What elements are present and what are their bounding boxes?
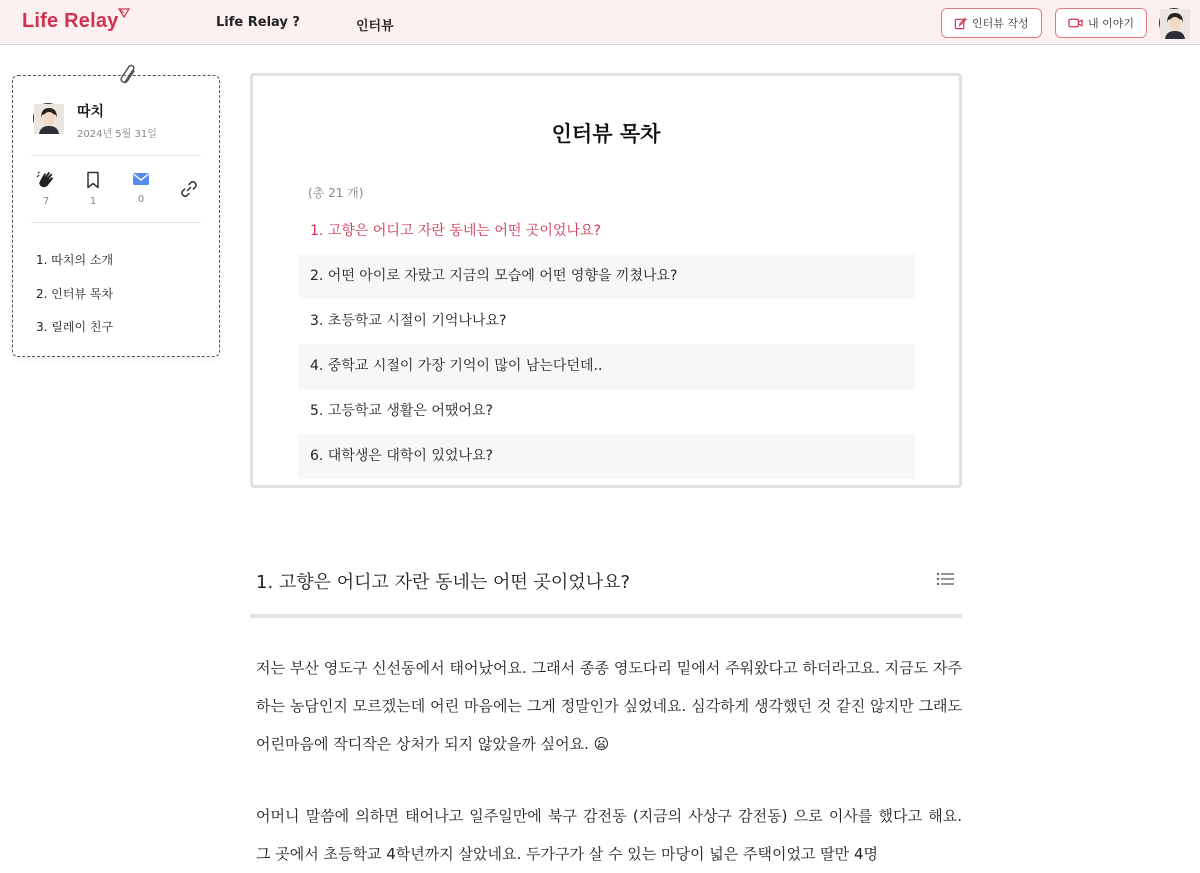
- clap-count: 7: [42, 196, 50, 207]
- toc-item[interactable]: 3. 초등학교 시절이 기억나나요?: [310, 313, 507, 329]
- toc-card: [250, 73, 962, 488]
- divider: [31, 222, 201, 223]
- side-toc-list[interactable]: 2. 인터뷰 목차: [36, 287, 114, 301]
- toc-title: 인터뷰 목차: [551, 122, 661, 146]
- toc-item[interactable]: 6. 대학생은 대학이 있었나요?: [298, 434, 915, 479]
- nav-interview[interactable]: 인터뷰: [356, 19, 394, 34]
- answer-paragraph: 어머니 말씀에 의하면 태어나고 일주일만에 북구 감전동 (지금의 사상구 감전동) 으로 이사를 했다고 해요. 그 곳에서 초등학교 4학년까지 살았네요. 두가구가 살 수 있는 마당이 넓은 주택이었고 딸만 4명: [256, 807, 962, 863]
- author-date: 2024년 5월 31일: [77, 129, 157, 140]
- list-icon[interactable]: [936, 571, 955, 587]
- bookmark-icon: [85, 171, 101, 189]
- clap-button[interactable]: [31, 171, 61, 207]
- author-avatar-icon: [34, 104, 64, 134]
- paper-plane-icon: [118, 8, 130, 18]
- paperclip-icon: [119, 64, 139, 86]
- toc-item[interactable]: 4. 중학교 시절이 가장 기억이 많이 남는다던데..: [298, 344, 915, 389]
- top-header: [0, 0, 1200, 45]
- my-story-label: 내 이야기: [1088, 17, 1135, 30]
- share-link-button[interactable]: [174, 180, 204, 202]
- bookmark-button[interactable]: [78, 171, 108, 207]
- section-title: 1. 고향은 어디고 자란 동네는 어떤 곳이었나요?: [256, 572, 631, 593]
- nav-about[interactable]: Life Relay ?: [216, 15, 300, 30]
- author-card: [12, 75, 220, 357]
- divider: [31, 155, 201, 156]
- link-icon: [180, 180, 198, 198]
- author-name: 따치: [77, 104, 105, 120]
- user-avatar-icon: [1160, 9, 1190, 39]
- message-count: 0: [137, 194, 145, 205]
- bookmark-count: 1: [89, 196, 97, 207]
- toc-count: (총 21 개): [308, 186, 364, 200]
- section-divider: [250, 614, 962, 618]
- write-interview-label: 인터뷰 작성: [972, 17, 1029, 30]
- mail-icon: [132, 171, 150, 187]
- edit-icon: [954, 17, 967, 30]
- my-story-button[interactable]: [1055, 8, 1147, 38]
- clap-icon: [36, 171, 56, 189]
- answer-paragraph: 저는 부산 영도구 신선동에서 태어났어요. 그래서 종종 영도다리 밑에서 주워왔다고 하더라고요. 지금도 자주 하는 농담인지 모르겠는데 어린 마음에는 그게 정말인가 싶었네요. 심각하게 생각했던 것 같진 않지만 그래도 어린마음에 작디작은 상처가 되지 않았을까 싶어요. 😦: [256, 659, 962, 753]
- video-icon: [1068, 17, 1083, 29]
- write-interview-button[interactable]: [941, 8, 1042, 38]
- toc-item[interactable]: 2. 어떤 아이로 자랐고 지금의 모습에 어떤 영향을 끼쳤나요?: [298, 254, 915, 299]
- toc-item[interactable]: 1. 고향은 어디고 자란 동네는 어떤 곳이었나요?: [310, 223, 601, 239]
- toc-list[interactable]: [298, 209, 915, 464]
- user-avatar[interactable]: [1159, 8, 1189, 38]
- message-button[interactable]: [126, 171, 156, 205]
- side-toc-friends[interactable]: 3. 릴레이 친구: [36, 320, 114, 334]
- logo[interactable]: Life Relay: [22, 10, 119, 32]
- side-toc-intro[interactable]: 1. 따치의 소개: [36, 253, 114, 267]
- toc-item[interactable]: 5. 고등학교 생활은 어땠어요?: [310, 403, 493, 419]
- author-avatar[interactable]: [33, 103, 63, 133]
